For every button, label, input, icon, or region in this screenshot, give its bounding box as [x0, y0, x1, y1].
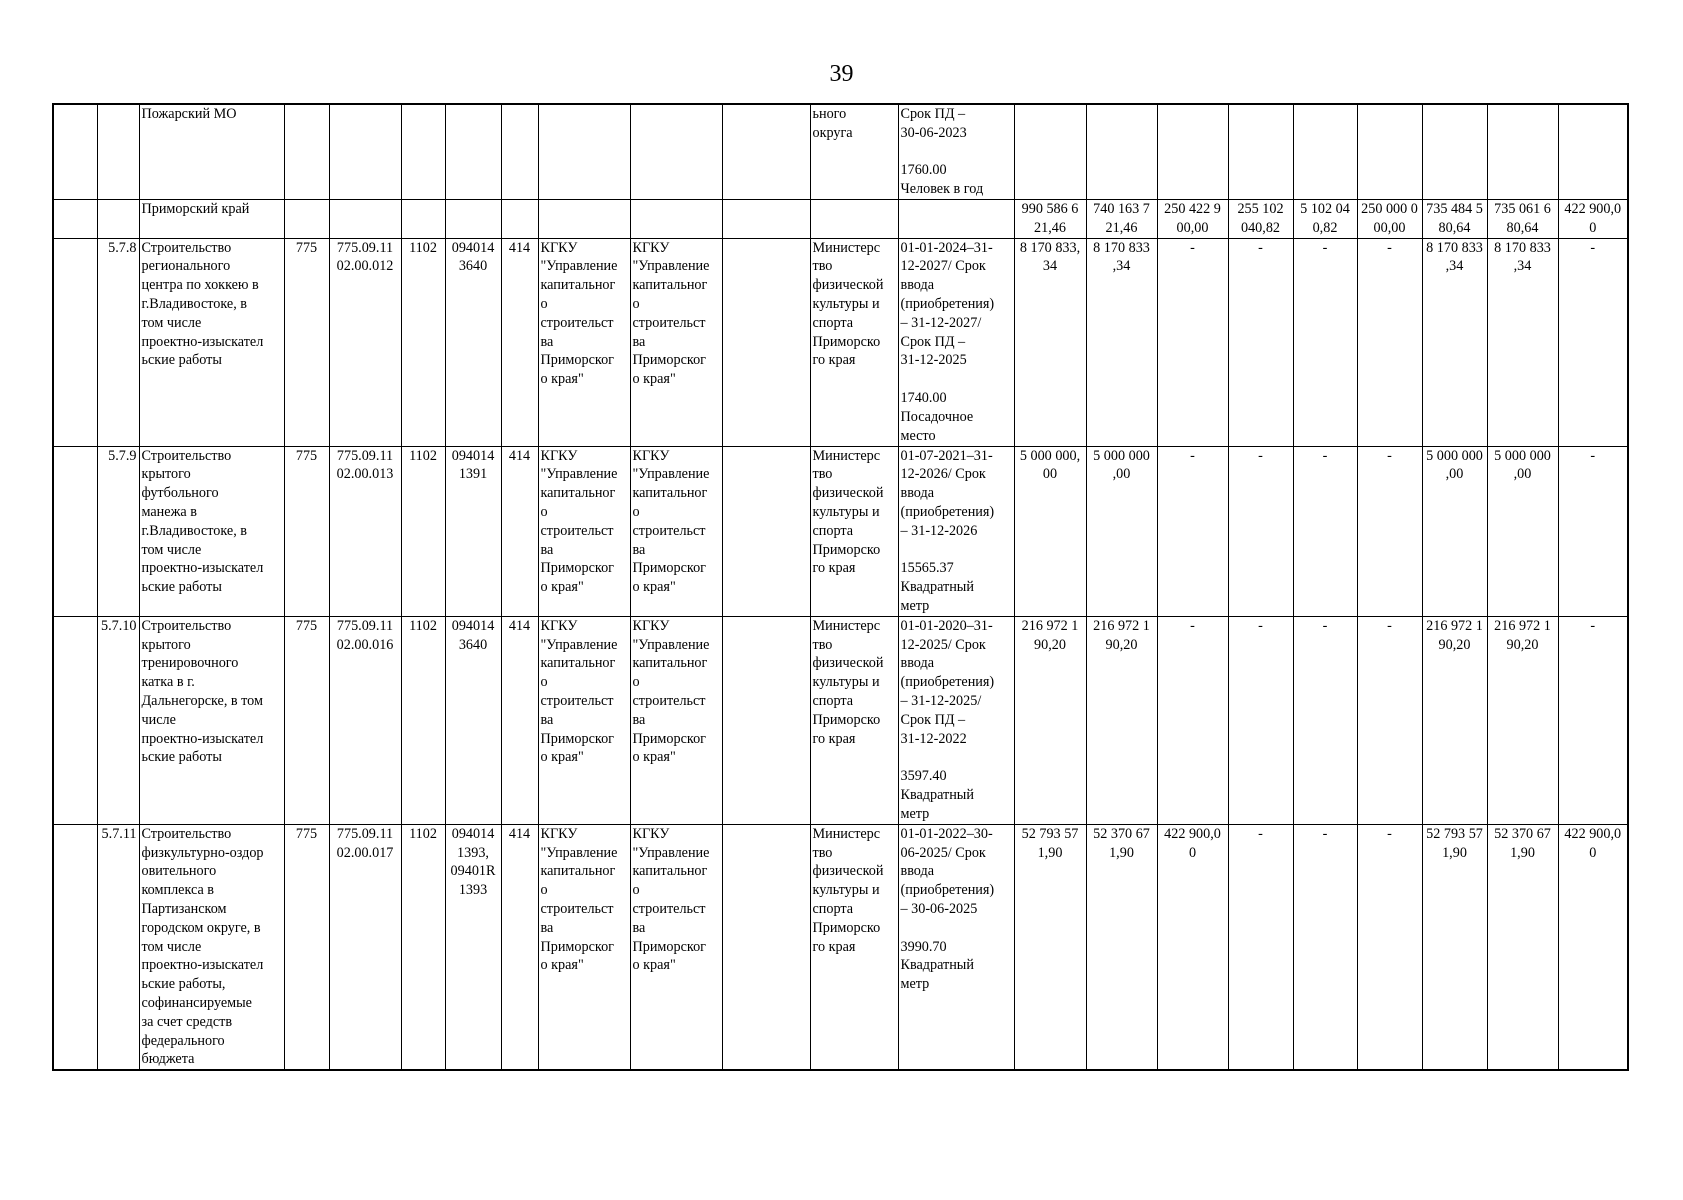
cell-value-2: 52 370 67 1,90	[1086, 824, 1157, 1070]
cell-value-5: -	[1293, 824, 1357, 1070]
cell-rzpr: 1102	[401, 616, 445, 824]
cell-value-3: -	[1157, 616, 1228, 824]
cell-kcs: 094014 1393, 09401R 1393	[445, 824, 501, 1070]
cell-terms: 01-01-2020–31- 12-2025/ Срок ввода (приобретения) – 31-12-2025/ Срок ПД – 31-12-2022 3597.40 Квадратный метр	[898, 616, 1014, 824]
cell-value-9: -	[1558, 446, 1628, 616]
cell-value-2: 8 170 833 ,34	[1086, 238, 1157, 446]
cell-value-3: -	[1157, 238, 1228, 446]
table-row-5-7-9	[53, 446, 1628, 616]
cell-value-1: 52 793 57 1,90	[1014, 824, 1086, 1070]
cell-executor: КГКУ "Управление капитальног о строительст ва Приморског о края"	[538, 824, 630, 1070]
cell-kcs: 094014 3640	[445, 616, 501, 824]
cell-num: 5.7.8	[97, 238, 139, 446]
cell-csr: 775.09.11 02.00.017	[329, 824, 401, 1070]
cell-name: Строительство регионального центра по хоккею в г.Владивостоке, в том числе проектно-изыскател ьские работы	[139, 238, 284, 446]
cell-value-9: -	[1558, 616, 1628, 824]
program-table	[52, 103, 1629, 1071]
cell-developer: КГКУ "Управление капитальног о строительст ва Приморског о края"	[630, 446, 722, 616]
cell-csr: 775.09.11 02.00.016	[329, 616, 401, 824]
cell-rzpr: 1102	[401, 238, 445, 446]
table-row-pozharsky	[53, 104, 1628, 199]
cell-grbs: 775	[284, 824, 329, 1070]
cell-terms: Срок ПД – 30-06-2023 1760.00 Человек в год	[898, 104, 1014, 199]
cell-value-8: 735 061 6 80,64	[1487, 199, 1558, 238]
cell-value-6: -	[1357, 446, 1422, 616]
cell-value-7: 5 000 000 ,00	[1422, 446, 1487, 616]
cell-vr: 414	[501, 446, 538, 616]
cell-value-4: -	[1228, 238, 1293, 446]
cell-grbs: 775	[284, 616, 329, 824]
cell-value-7: 52 793 57 1,90	[1422, 824, 1487, 1070]
cell-num: 5.7.10	[97, 616, 139, 824]
cell-ministry: Министерс тво физической культуры и спорта Приморско го края	[810, 238, 898, 446]
cell-num: 5.7.9	[97, 446, 139, 616]
cell-vr: 414	[501, 824, 538, 1070]
cell-value-1: 5 000 000, 00	[1014, 446, 1086, 616]
cell-ministry: Министерс тво физической культуры и спорта Приморско го края	[810, 446, 898, 616]
table-row-5-7-11	[53, 824, 1628, 1070]
cell-value-3: -	[1157, 446, 1228, 616]
cell-value-2: 740 163 7 21,46	[1086, 199, 1157, 238]
cell-value-8: 52 370 67 1,90	[1487, 824, 1558, 1070]
cell-value-5: -	[1293, 238, 1357, 446]
cell-value-9: -	[1558, 238, 1628, 446]
cell-num: 5.7.11	[97, 824, 139, 1070]
cell-executor: КГКУ "Управление капитальног о строительст ва Приморског о края"	[538, 616, 630, 824]
cell-value-4: -	[1228, 824, 1293, 1070]
cell-value-6: 250 000 0 00,00	[1357, 199, 1422, 238]
cell-value-1: 990 586 6 21,46	[1014, 199, 1086, 238]
cell-value-9: 422 900,0 0	[1558, 199, 1628, 238]
cell-kcs: 094014 1391	[445, 446, 501, 616]
cell-terms: 01-01-2022–30- 06-2025/ Срок ввода (приобретения) – 30-06-2025 3990.70 Квадратный метр	[898, 824, 1014, 1070]
cell-value-1: 216 972 1 90,20	[1014, 616, 1086, 824]
cell-executor: КГКУ "Управление капитальног о строительст ва Приморског о края"	[538, 238, 630, 446]
cell-value-8: 8 170 833 ,34	[1487, 238, 1558, 446]
cell-value-5: 5 102 04 0,82	[1293, 199, 1357, 238]
cell-ministry: Министерс тво физической культуры и спорта Приморско го края	[810, 616, 898, 824]
cell-rzpr: 1102	[401, 824, 445, 1070]
cell-terms: 01-07-2021–31- 12-2026/ Срок ввода (приобретения) – 31-12-2026 15565.37 Квадратный метр	[898, 446, 1014, 616]
cell-value-1: 8 170 833, 34	[1014, 238, 1086, 446]
cell-executor: КГКУ "Управление капитальног о строительст ва Приморског о края"	[538, 446, 630, 616]
cell-value-3: 250 422 9 00,00	[1157, 199, 1228, 238]
cell-grbs: 775	[284, 446, 329, 616]
table-row-5-7-8	[53, 238, 1628, 446]
cell-value-6: -	[1357, 238, 1422, 446]
cell-vr: 414	[501, 238, 538, 446]
table-row-primorsky	[53, 199, 1628, 238]
cell-value-3: 422 900,0 0	[1157, 824, 1228, 1070]
cell-name: Строительство крытого футбольного манежа в г.Владивостоке, в том числе проектно-изыскател ьские работы	[139, 446, 284, 616]
cell-value-6: -	[1357, 824, 1422, 1070]
cell-name: Строительство физкультурно-оздор овительного комплекса в Партизанском городском округе, в том числе проектно-изыскател ьские работы, софинансируемые за счет средств федерального бюджета	[139, 824, 284, 1070]
cell-value-7: 735 484 5 80,64	[1422, 199, 1487, 238]
cell-kcs: 094014 3640	[445, 238, 501, 446]
page-number: 39	[829, 61, 854, 87]
cell-ministry: ьного округа	[810, 104, 898, 199]
cell-rzpr: 1102	[401, 446, 445, 616]
cell-grbs: 775	[284, 238, 329, 446]
cell-value-5: -	[1293, 446, 1357, 616]
cell-csr: 775.09.11 02.00.013	[329, 446, 401, 616]
cell-developer: КГКУ "Управление капитальног о строительст ва Приморског о края"	[630, 616, 722, 824]
table-row-5-7-10	[53, 616, 1628, 824]
cell-name: Строительство крытого тренировочного катка в г. Дальнегорске, в том числе проектно-изыскател ьские работы	[139, 616, 284, 824]
cell-value-2: 5 000 000 ,00	[1086, 446, 1157, 616]
cell-value-7: 216 972 1 90,20	[1422, 616, 1487, 824]
cell-value-4: -	[1228, 616, 1293, 824]
cell-value-5: -	[1293, 616, 1357, 824]
cell-value-8: 216 972 1 90,20	[1487, 616, 1558, 824]
cell-value-8: 5 000 000 ,00	[1487, 446, 1558, 616]
cell-vr: 414	[501, 616, 538, 824]
cell-value-4: 255 102 040,82	[1228, 199, 1293, 238]
cell-developer: КГКУ "Управление капитальног о строительст ва Приморског о края"	[630, 824, 722, 1070]
cell-ministry: Министерс тво физической культуры и спорта Приморско го края	[810, 824, 898, 1070]
cell-value-9: 422 900,0 0	[1558, 824, 1628, 1070]
cell-value-6: -	[1357, 616, 1422, 824]
cell-name: Приморский край	[139, 199, 284, 238]
cell-value-7: 8 170 833 ,34	[1422, 238, 1487, 446]
cell-value-4: -	[1228, 446, 1293, 616]
cell-name: Пожарский МО	[139, 104, 284, 199]
cell-csr: 775.09.11 02.00.012	[329, 238, 401, 446]
cell-value-2: 216 972 1 90,20	[1086, 616, 1157, 824]
cell-terms: 01-01-2024–31- 12-2027/ Срок ввода (приобретения) – 31-12-2027/ Срок ПД – 31-12-2025 1740.00 Посадочное место	[898, 238, 1014, 446]
cell-developer: КГКУ "Управление капитальног о строительст ва Приморског о края"	[630, 238, 722, 446]
